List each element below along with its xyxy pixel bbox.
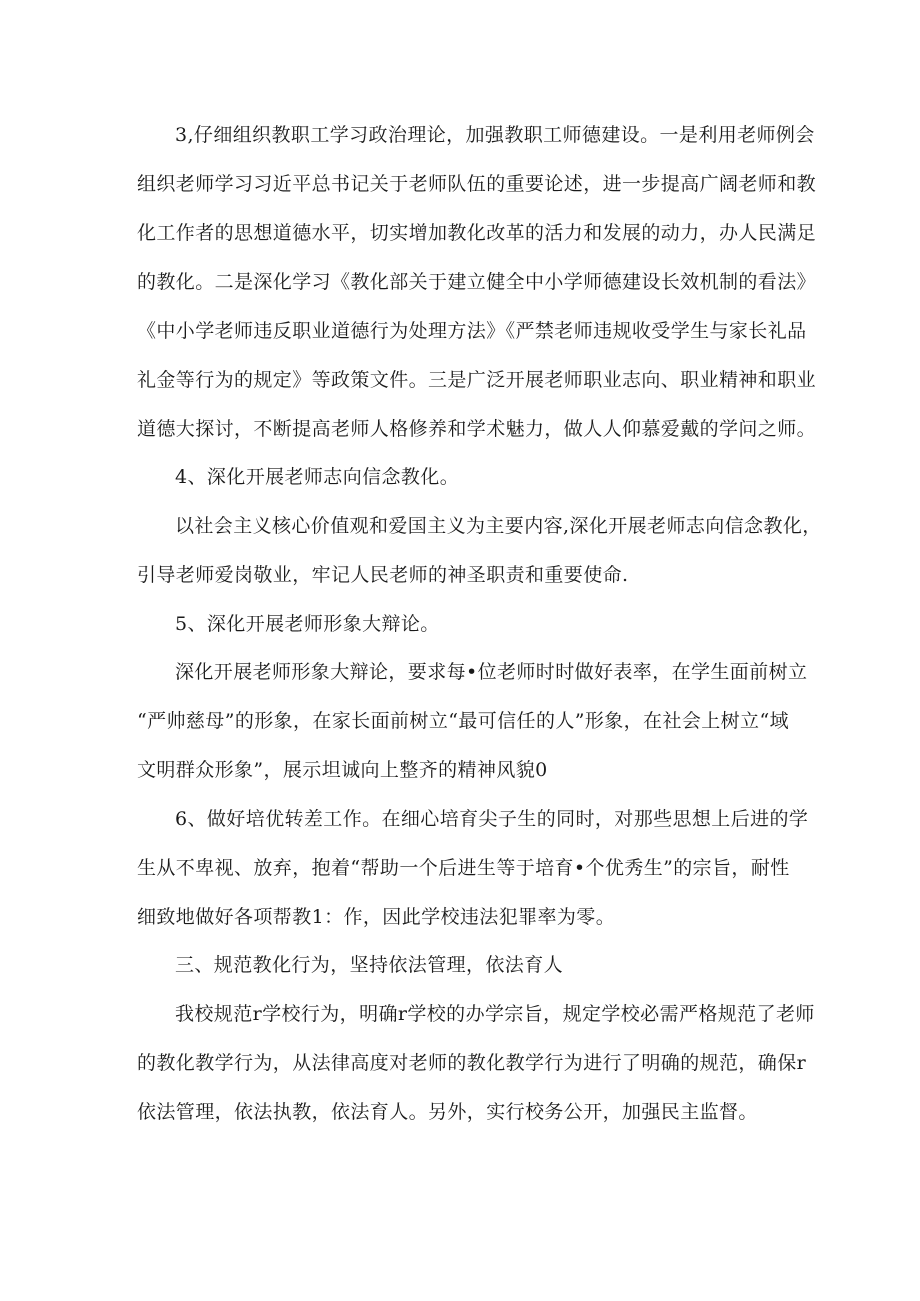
text-line: 文明群众形象”，展示坦诚向上整齐的精神风貌0 (137, 759, 548, 781)
text-line: 深化开展老师形象大辩论，要求每•位老师时时做好表率，在学生面前树立 (175, 661, 808, 683)
text-line: 6、做好培优转差工作。在细心培育尖子生的同时，对那些思想上后进的学 (175, 808, 809, 830)
text-line: 引导老师爱岗敬业，牢记人民老师的神圣职责和重要使命. (137, 564, 629, 586)
text-line: 生从不卑视、放弃，抱着“帮助一个后进生等于培育•个优秀生”的宗旨，耐性 (137, 857, 790, 879)
section-heading: 三、规范教化行为，坚持依法管理，依法育人 (175, 954, 564, 976)
text-line: “严帅慈母”的形象，在家长面前树立“最可信任的人”形象，在社会上树立“域 (137, 710, 789, 732)
text-line: 3,仔细组织教职工学习政治理论，加强教职工师德建设。一是利用老师例会 (175, 124, 815, 146)
text-line: 的教化。二是深化学习《教化部关于建立健全中小学师德建设长效机制的看法》 (137, 271, 817, 293)
text-line: 的教化教学行为，从法律高度对老师的教化教学行为进行了明确的规范，确保r (137, 1052, 807, 1074)
text-line: 化工作者的思想道德水平，切实增加教化改革的活力和发展的动力，办人民满足 (137, 222, 817, 244)
section-heading: 4、深化开展老师志向信念教化。 (175, 466, 460, 488)
text-line: 礼金等行为的规定》等政策文件。三是广泛开展老师职业志向、职业精神和职业 (137, 369, 817, 391)
text-line: 依法管理，依法执教，依法育人。另外，实行校务公开，加强民主监督。 (137, 1101, 758, 1123)
text-line: 《中小学老师违反职业道德行为处理方法》《严禁老师违规收受学生与家长礼品 (137, 320, 807, 342)
text-line: 细致地做好各项帮教1：作，因此学校违法犯罪率为零。 (137, 906, 616, 928)
text-line: 组织老师学习习近平总书记关于老师队伍的重要论述，进一步提高广阔老师和教 (137, 173, 817, 195)
section-heading: 5、深化开展老师形象大辩论。 (175, 613, 440, 635)
text-line: 我校规范r学校行为，明确r学校的办学宗旨，规定学校必需严格规范了老师 (175, 1003, 815, 1025)
text-line: 以社会主义核心价值观和爱国主义为主要内容,深化开展老师志向信念教化， (175, 515, 822, 537)
text-line: 道德大探讨，不断提高老师人格修养和学术魅力，做人人仰慕爱戴的学问之师。 (137, 418, 817, 440)
